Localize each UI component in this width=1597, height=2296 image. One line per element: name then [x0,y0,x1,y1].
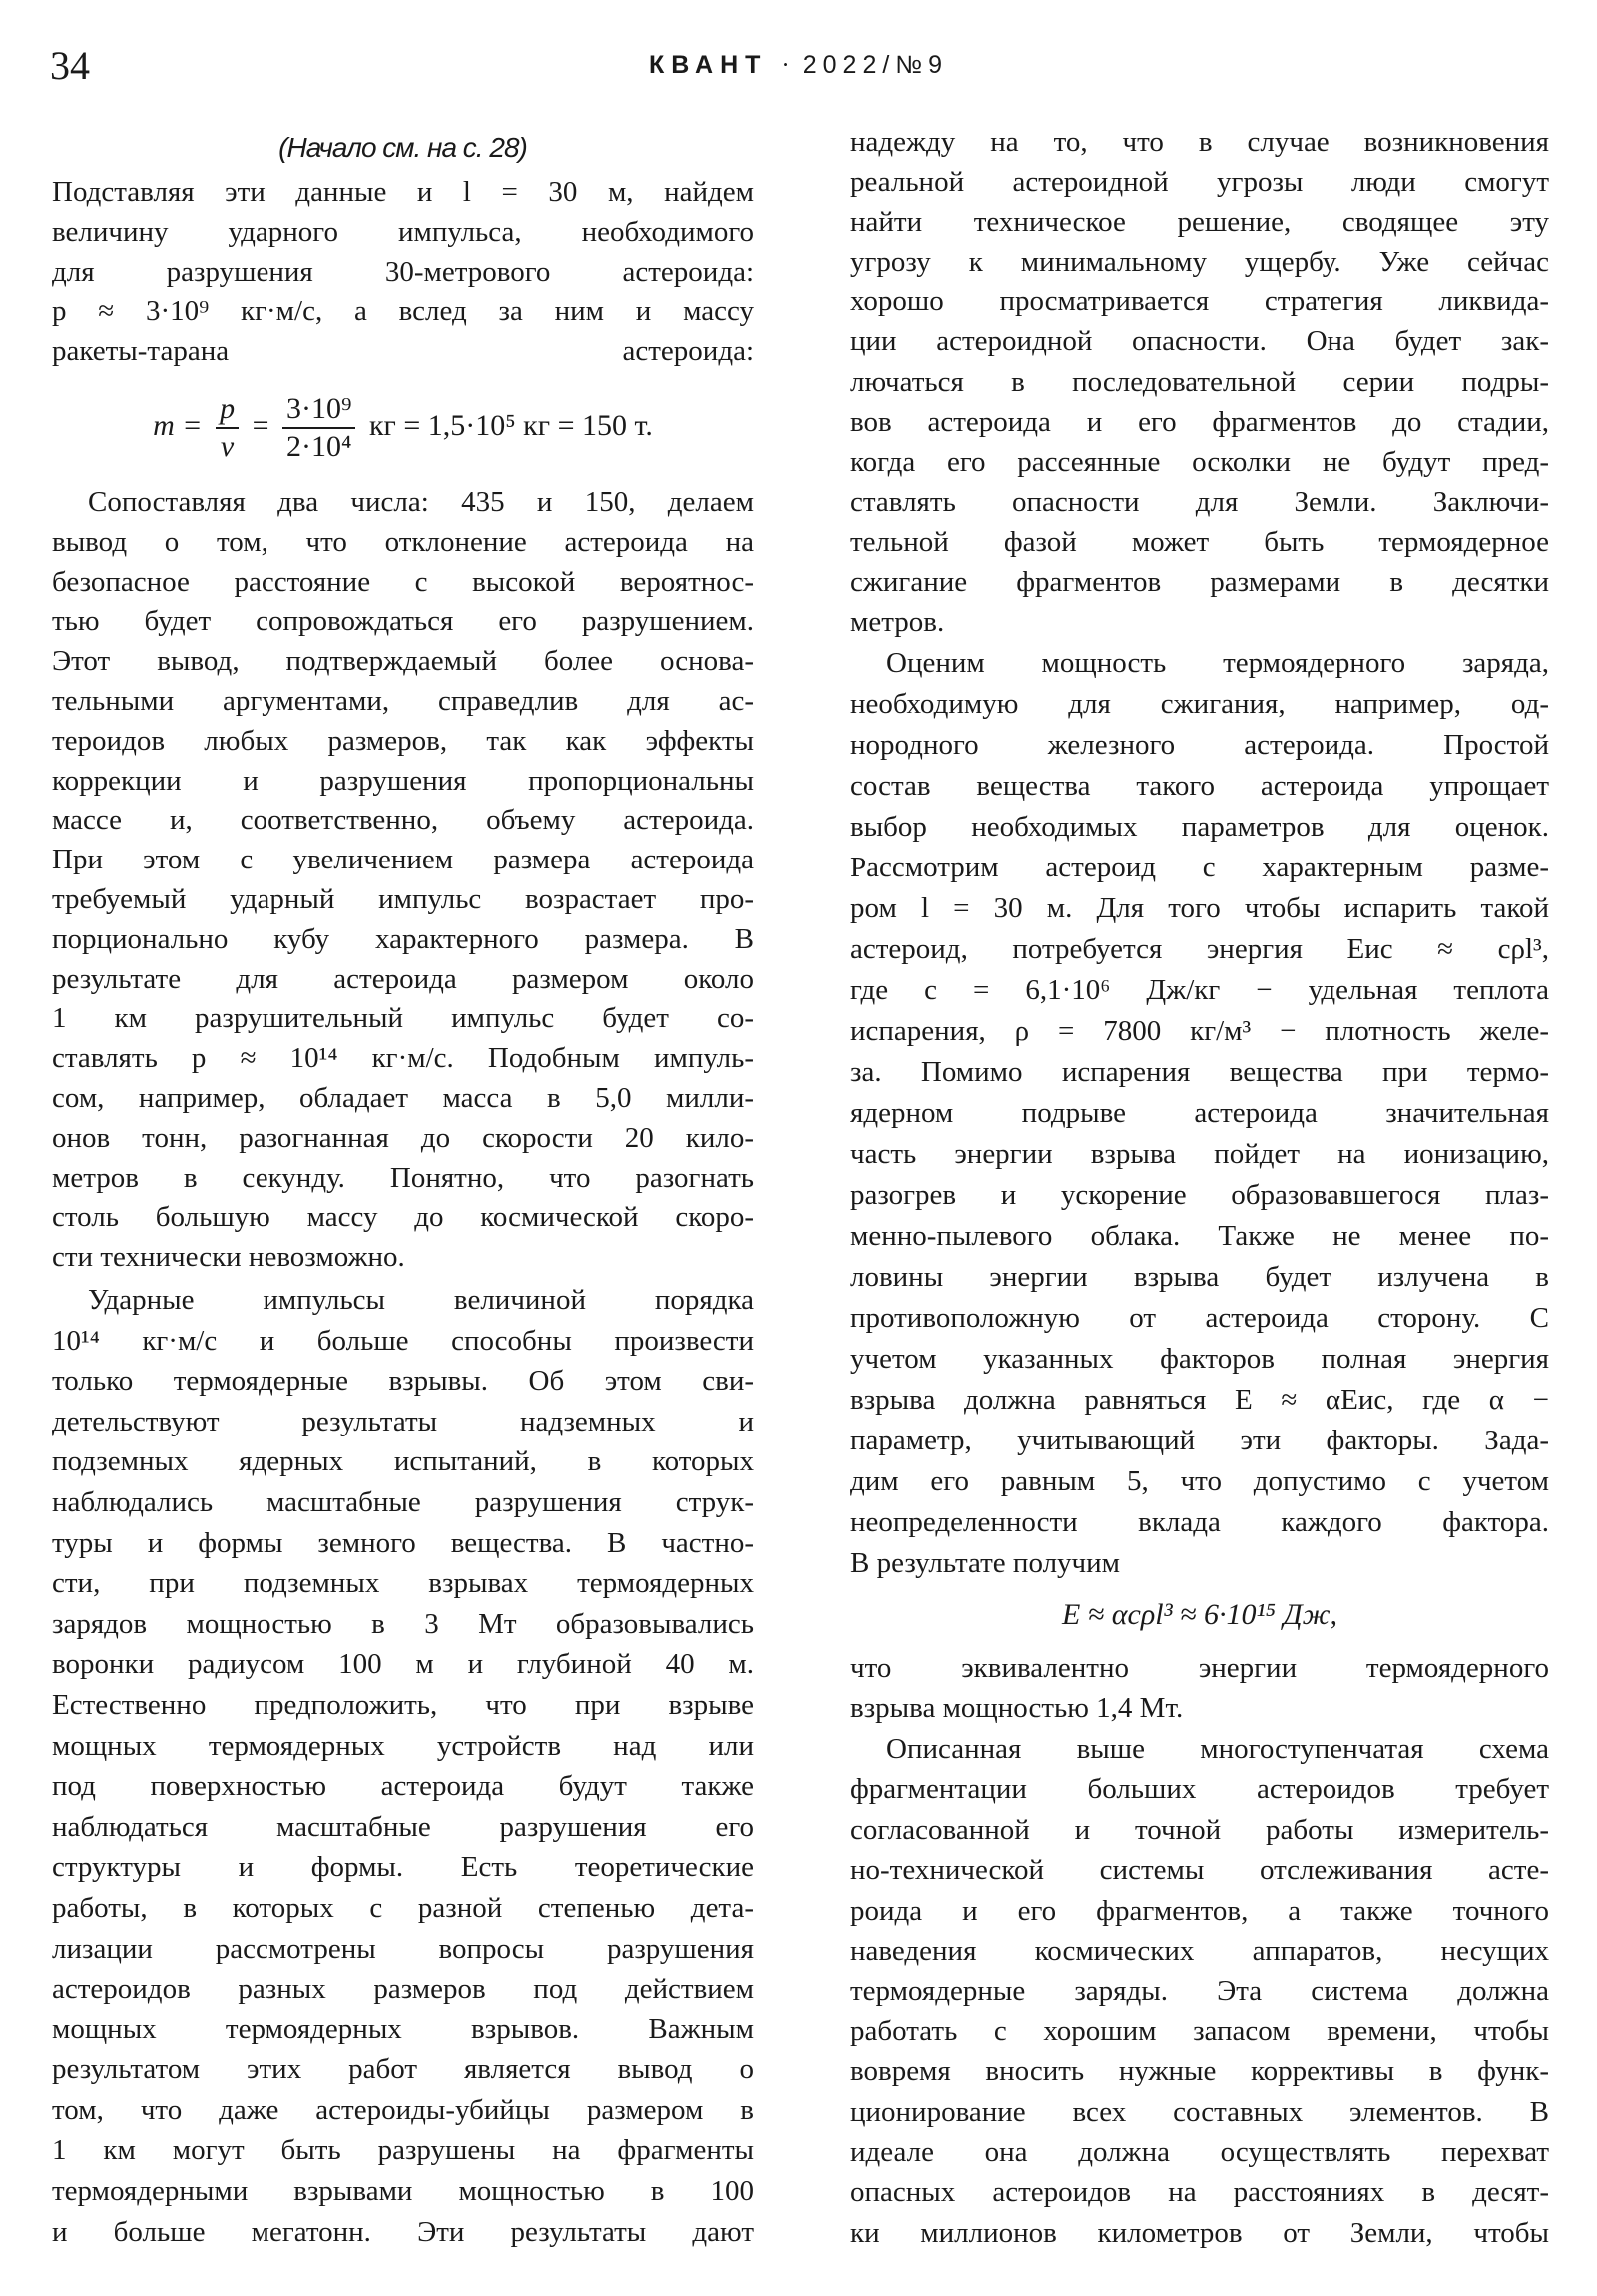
text-line: Этот вывод, подтверждаемый более основа- [52,645,754,678]
text-line: требуемый ударный импульс возрастает про- [52,882,754,915]
text-line: вовремя вносить нужные коррективы в функ- [850,2055,1549,2088]
text-line: величину ударного импульса, необходимого [52,216,754,248]
text-line: согласованной и точной работы измеритель- [850,1813,1549,1846]
text-line: разогрев и ускорение образовавшегося плаз- [850,1179,1549,1211]
text-line: метров в секунду. Понятно, что разогнать [52,1161,754,1194]
text-line: 1 км разрушительный импульс будет со- [52,1002,754,1035]
text-line: противоположную от астероида сторону. С [850,1302,1549,1334]
text-line: для разрушения 30-метрового астероида: [52,256,754,287]
text-line: наведения космических аппаратов, несущих [850,1934,1549,1967]
text-line: порционально кубу характерного размера. В [52,922,754,955]
text-line: столь большую массу до космической скоро- [52,1201,754,1234]
text-line: и больше мегатонн. Эти результаты дают [52,2215,754,2248]
text-line: ции астероидной опасности. Она будет зак- [850,325,1549,358]
text-line: ки миллионов километров от Земли, чтобы [850,2216,1549,2249]
text-line: угрозу к минимальному ущербу. Уже сейчас [850,246,1549,279]
text-line: сжигание фрагментов размерами в десятки [850,566,1549,599]
text-line: метров. [850,606,945,639]
text-line: p ≈ 3·10⁹ кг·м/с, а вслед за ним и массу [52,295,754,327]
text-line: ловины энергии взрыва будет излучена в [850,1261,1549,1293]
text-line: идеале она должна осуществлять перехват [850,2135,1549,2168]
text-line: наблюдаться масштабные разрушения его [52,1810,754,1843]
text-line: под поверхностью астероида будут также [52,1770,754,1803]
paragraph [850,643,1549,1584]
text-line: хорошо просматривается стратегия ликвида- [850,286,1549,318]
text-line: учетом указанных факторов полная энергия [850,1343,1549,1375]
text-line: когда его рассеянные осколки не будут пред- [850,445,1549,478]
text-line: выбор необходимых параметров для оценок. [850,811,1549,843]
formula-equals: = [252,408,269,442]
text-line: 1 км могут быть разрушены на фрагменты [52,2134,754,2167]
text-line: взрыва должна равняться E ≈ αEис, где α − [850,1384,1549,1416]
mass-formula [52,391,754,465]
running-header [0,48,1597,83]
text-line: что эквивалентно энергии термоядерного [850,1652,1549,1684]
text-line: сом, например, обладает масса в 5,0 милли- [52,1081,754,1114]
text-line: Оценим мощность термоядерного заряда, [886,647,1549,679]
issue-number: 2022/№9 [802,51,949,79]
text-line: необходимую для сжигания, например, од- [850,688,1549,720]
paragraph [52,172,754,371]
text-line: зарядов мощностью в 3 Мт образовывались [52,1607,754,1640]
text-line: вывод о том, что отклонение астероида на [52,525,754,558]
paragraph [850,1729,1549,2253]
fraction-numerator: 3·10⁹ [282,391,355,429]
text-line: воронки радиусом 100 м и глубиной 40 м. [52,1648,754,1681]
text-line: ром l = 30 м. Для того чтобы испарить такой [850,892,1549,924]
formula-lhs: m = [153,408,203,442]
text-line: безопасное расстояние с высокой вероятнос- [52,565,754,598]
text-line: лючаться в последовательной серии подры- [850,365,1549,398]
text-line: Рассмотрим астероид с характерным разме- [850,852,1549,883]
text-line: При этом с увеличением размера астероида [52,844,754,876]
paragraph [52,483,754,1278]
paragraph [850,122,1549,642]
paragraph [52,1280,754,2252]
text-line: Подставляя эти данные и l = 30 м, найдем [52,176,754,208]
text-line: тельной фазой может быть термоядерное [850,525,1549,558]
text-line: Сопоставляя два числа: 435 и 150, делаем [88,486,754,518]
text-line: 10¹⁴ кг·м/с и больше способны произвести [52,1324,754,1357]
continuation-note: (Начало см. на с. 28) [278,132,527,163]
text-line: тельными аргументами, справедлив для ас- [52,684,754,717]
text-line: онов тонн, разогнанная до скорости 20 кило- [52,1121,754,1154]
text-line: тью будет сопровождаться его разрушением. [52,605,754,638]
text-line: нородного железного астероида. Простой [850,729,1549,761]
text-line: где c = 6,1·10⁶ Дж/кг − удельная теплота [850,974,1549,1006]
text-line: термоядерными взрывами мощностью в 100 [52,2175,754,2208]
text-line: астероид, потребуется энергия Eис ≈ cρl³, [850,933,1549,965]
fraction-denominator: 2·10⁴ [285,430,352,463]
paragraph [850,1648,1549,1728]
fraction-denominator: v [220,430,235,463]
text-line: работы, в которых с разной степенью дета- [52,1891,754,1924]
text-line: роида и его фрагментов, а также точного [850,1894,1549,1927]
text-line: за. Помимо испарения вещества при термо- [850,1056,1549,1088]
text-line: часть энергии взрыва пойдет на ионизацию, [850,1138,1549,1170]
text-line: астероидов разных размеров под действием [52,1973,754,2006]
text-line: Естественно предположить, что при взрыве [52,1688,754,1721]
text-line: испарения, ρ = 7800 кг/м³ − плотность желе- [850,1015,1549,1047]
text-line: только термоядерные взрывы. Об этом сви- [52,1365,754,1398]
journal-title: КВАНТ [648,51,768,79]
text-line: наблюдались масштабные разрушения струк- [52,1485,754,1518]
text-line: В результате получим [850,1547,1120,1579]
text-line: вов астероида и его фрагментов до стадии, [850,405,1549,438]
header-separator: · [781,52,790,79]
text-line: менно-пылевого облака. Также не менее по- [850,1220,1549,1252]
text-line: опасных астероидов на расстояниях в десят- [850,2176,1549,2209]
text-line: взрыва мощностью 1,4 Мт. [850,1692,1184,1724]
text-line: найти техническое решение, сводящее эту [850,206,1549,239]
text-line: тероидов любых размеров, так как эффекты [52,724,754,757]
fraction-numeric [282,391,355,465]
text-line: детельствуют результаты надземных и [52,1405,754,1437]
text-line: туры и формы земного вещества. В частно- [52,1526,754,1559]
text-line: параметр, учитывающий эти факторы. Зада- [850,1425,1549,1456]
fraction-p-over-v [216,391,239,465]
text-line: реальной астероидной угрозы люди смогут [850,166,1549,199]
text-line: работать с хорошим запасом времени, чтобы [850,2014,1549,2047]
formula-result: кг = 1,5·10⁵ кг = 150 т. [368,408,653,442]
text-line: фрагментации больших астероидов требует [850,1773,1549,1806]
text-line: ракеты-тарана астероида: [52,335,754,367]
text-line: Описанная выше многоступенчатая схема [886,1733,1549,1765]
text-line: результате для астероида размером около [52,962,754,995]
text-line: сти технически невозможно. [52,1241,405,1274]
text-line: неопределенности вклада каждого фактора. [850,1506,1549,1538]
text-line: сти, при подземных взрывах термоядерных [52,1567,754,1600]
text-line: дим его равным 5, что допустимо с учетом [850,1465,1549,1497]
text-line: состав вещества такого астероида упрощает [850,770,1549,802]
text-line: том, что даже астероиды-убийцы размером в [52,2093,754,2126]
text-line: термоядерные заряды. Эта система должна [850,1975,1549,2008]
text-line: но-технической системы отслеживания асте- [850,1854,1549,1887]
energy-formula: E ≈ αcρl³ ≈ 6·10¹⁵ Дж, [1062,1598,1337,1631]
text-line: надежду на то, что в случае возникновения [850,126,1549,158]
text-line: коррекции и разрушения пропорциональны [52,764,754,797]
text-line: результатом этих работ является вывод о [52,2053,754,2086]
text-line: подземных ядерных испытаний, в которых [52,1445,754,1478]
text-line: ядерном подрыве астероида значительная [850,1097,1549,1129]
text-line: мощных термоядерных устройств над или [52,1729,754,1762]
text-line: структуры и формы. Есть теоретические [52,1851,754,1884]
page-number: 34 [50,43,90,88]
text-line: Ударные импульсы величиной порядка [88,1284,754,1316]
text-line: массе и, соответственно, объему астероида. [52,804,754,837]
text-line: лизации рассмотрены вопросы разрушения [52,1932,754,1965]
text-line: ставлять p ≈ 10¹⁴ кг·м/с. Подобным импуль- [52,1042,754,1075]
text-line: ставлять опасности для Земли. Заключи- [850,485,1549,518]
fraction-numerator: p [216,391,239,429]
text-line: мощных термоядерных взрывов. Важным [52,2012,754,2045]
text-line: ционирование всех составных элементов. В [850,2095,1549,2128]
